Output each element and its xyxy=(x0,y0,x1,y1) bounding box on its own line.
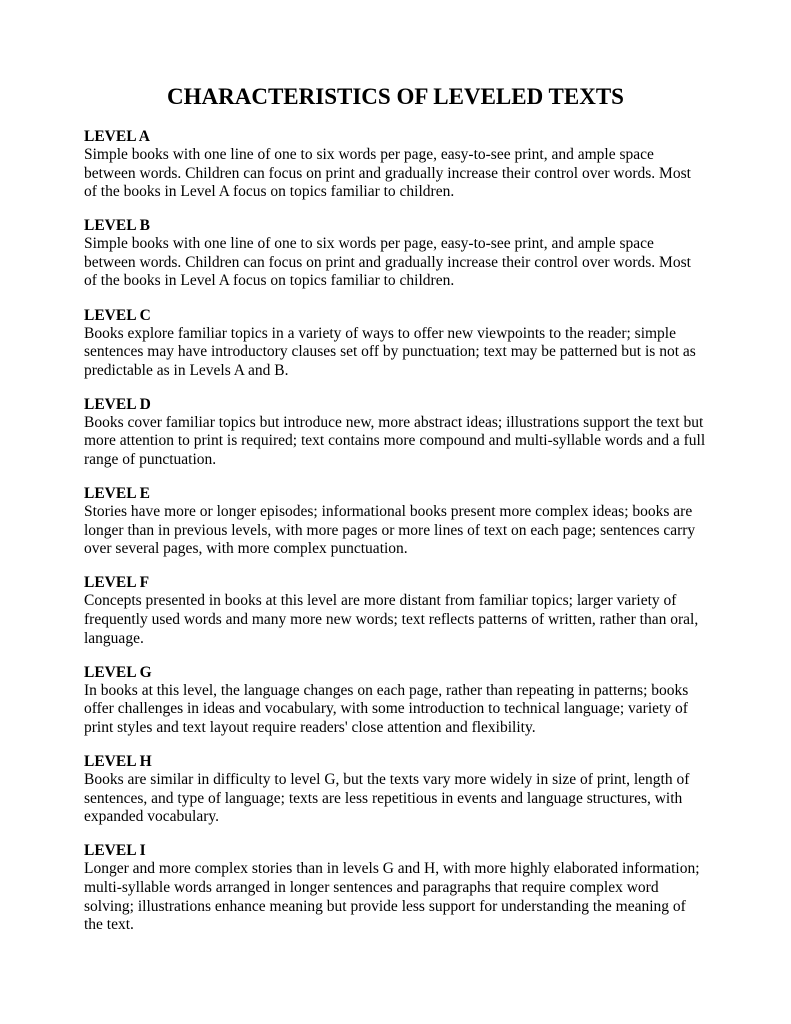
description-line: In books at this level, the language changes on each page, rather than repeating in patterns; books xyxy=(84,681,689,699)
level-heading: LEVEL F xyxy=(84,574,150,592)
description-line: between words. Children can focus on print and gradually increase their control over words. Most xyxy=(84,253,691,271)
description-line: multi-syllable words arranged in longer sentences and paragraphs that require complex word xyxy=(84,878,659,896)
level-description xyxy=(84,860,724,934)
description-line: range of punctuation. xyxy=(84,451,217,469)
description-line: more attention to print is required; text contains more compound and multi-syllable words and a full xyxy=(84,432,706,450)
level-a-section xyxy=(84,127,724,216)
description-line: the text. xyxy=(84,916,134,934)
level-description xyxy=(84,325,724,381)
level-d-section xyxy=(84,395,724,484)
description-line: Simple books with one line of one to six words per page, easy-to-see print, and ample space xyxy=(84,146,654,163)
level-i-section xyxy=(84,841,724,934)
description-line: longer than in previous levels, with more pages or more lines of text on each page; sentences carry xyxy=(84,521,696,539)
description-line: Books are similar in difficulty to level G, but the texts vary more widely in size of print, length of xyxy=(84,771,690,789)
level-description xyxy=(84,503,724,559)
level-f-section xyxy=(84,573,724,662)
description-line: of the books in Level A focus on topics familiar to children. xyxy=(84,272,455,290)
level-sections xyxy=(84,127,724,934)
description-line: print styles and text layout require readers' close attention and flexibility. xyxy=(84,718,536,736)
description-line: Books cover familiar topics but introduce new, more abstract ideas; illustrations support the text but xyxy=(84,413,704,431)
description-line: Concepts presented in books at this level are more distant from familiar topics; larger variety of xyxy=(84,592,677,610)
level-b-section xyxy=(84,216,724,305)
document-title: CHARACTERISTICS OF LEVELED TEXTS xyxy=(167,84,624,109)
description-line: expanded vocabulary. xyxy=(84,808,219,826)
level-heading: LEVEL A xyxy=(84,128,150,145)
description-line: Simple books with one line of one to six words per page, easy-to-see print, and ample space xyxy=(84,235,654,253)
description-line: Books explore familiar topics in a variety of ways to offer new viewpoints to the reader; simple xyxy=(84,324,676,342)
level-description xyxy=(84,146,724,202)
level-heading: LEVEL G xyxy=(84,663,152,681)
level-e-section xyxy=(84,484,724,573)
level-heading: LEVEL H xyxy=(84,753,152,771)
description-line: sentences, and type of language; texts are less repetitious in events and language structures, with xyxy=(84,789,683,807)
level-heading: LEVEL D xyxy=(84,395,151,413)
description-line: sentences may have introductory clauses set off by punctuation; text may be patterned but is not as xyxy=(84,343,696,361)
level-heading: LEVEL E xyxy=(84,485,150,503)
level-g-section xyxy=(84,663,724,752)
description-line: offer challenges in ideas and vocabulary, with some introduction to technical language; variety of xyxy=(84,700,688,718)
description-line: Longer and more complex stories than in levels G and H, with more highly elaborated information; xyxy=(84,860,700,878)
level-heading: LEVEL I xyxy=(84,842,146,860)
level-description xyxy=(84,682,724,738)
description-line: frequently used words and many more new words; text reflects patterns of written, rather than oral, xyxy=(84,611,699,629)
description-line: language. xyxy=(84,629,144,647)
description-line: predictable as in Levels A and B. xyxy=(84,361,289,379)
description-line: between words. Children can focus on print and gradually increase their control over words. Most xyxy=(84,164,691,182)
description-line: Stories have more or longer episodes; informational books present more complex ideas; books are xyxy=(84,503,693,521)
description-line: solving; illustrations enhance meaning but provide less support for understanding the meaning of xyxy=(84,897,686,915)
level-c-section xyxy=(84,306,724,395)
level-description xyxy=(84,771,724,827)
level-heading: LEVEL C xyxy=(84,306,151,324)
level-description xyxy=(84,414,724,470)
level-description xyxy=(84,235,724,291)
description-line: over several pages, with more complex punctuation. xyxy=(84,540,408,558)
level-description xyxy=(84,592,724,648)
level-h-section xyxy=(84,752,724,841)
description-line: of the books in Level A focus on topics familiar to children. xyxy=(84,183,455,201)
level-heading: LEVEL B xyxy=(84,217,150,235)
